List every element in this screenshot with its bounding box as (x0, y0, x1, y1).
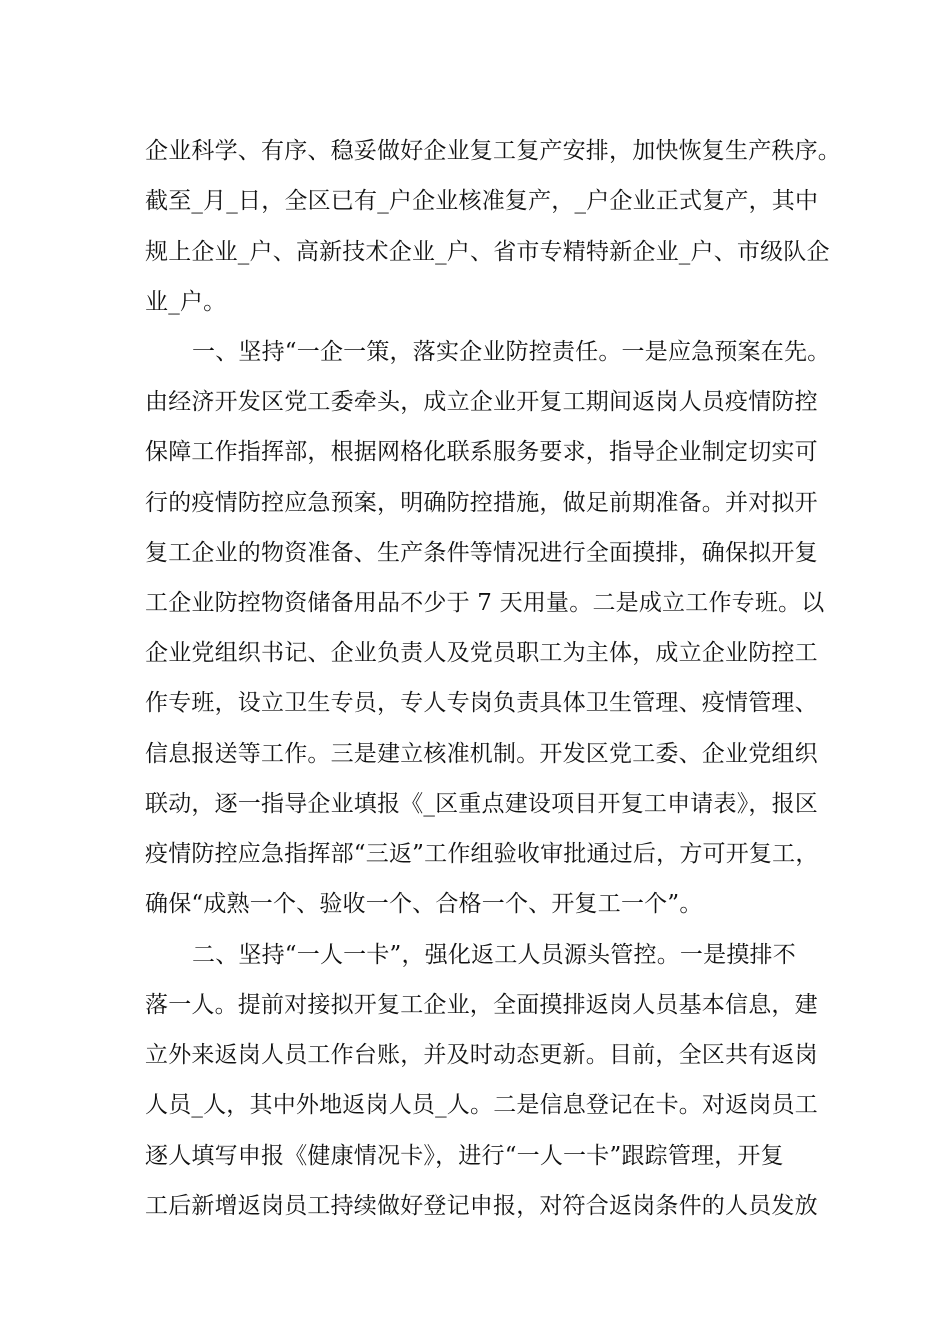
text-line: 业_户。 (145, 289, 227, 315)
text-line: 规上企业_户、高新技术企业_户、省市专精特新企业_户、市级队企 (145, 239, 830, 265)
text-line: 保障工作指挥部，根据网格化联系服务要求，指导企业制定切实可 (145, 439, 818, 465)
text-line: 复工企业的物资准备、生产条件等情况进行全面摸排，确保拟开复 (145, 540, 818, 566)
text-line: 截至_月_日，全区已有_户企业核准复产，_户企业正式复产，其中 (145, 188, 819, 214)
paragraph-2-first-line: 二、坚持“一人一卡”，强化返工人员源头管控。一是摸排不 (192, 942, 796, 968)
text-line: 疫情防控应急指挥部“三返”工作组验收审批通过后，方可开复工， (145, 841, 819, 867)
text-line: 企业科学、有序、稳妥做好企业复工复产安排，加快恢复生产秩序。 (145, 138, 841, 164)
text-line: 作专班，设立卫生专员，专人专岗负责具体卫生管理、疫情管理、 (145, 690, 818, 716)
text-line: 工企业防控物资储备用品不少于 7 天用量。二是成立工作专班。以 (145, 590, 825, 616)
paragraph-1-first-line: 一、坚持“一企一策，落实企业防控责任。一是应急预案在先。 (192, 339, 831, 365)
text-line: 逐人填写申报《健康情况卡》，进行“一人一卡”跟踪管理，开复 (145, 1143, 784, 1169)
text-line: 企业党组织书记、企业负责人及党员职工为主体，成立企业防控工 (145, 640, 818, 666)
text-line: 落一人。提前对接拟开复工企业，全面摸排返岗人员基本信息，建 (145, 992, 818, 1018)
text-line: 确保“成熟一个、验收一个、合格一个、开复工一个”。 (145, 891, 703, 917)
text-line: 联动，逐一指导企业填报《_区重点建设项目开复工申请表》，报区 (145, 791, 818, 817)
text-line: 行的疫情防控应急预案，明确防控措施，做足前期准备。并对拟开 (145, 490, 818, 516)
text-line: 人员_人，其中外地返岗人员_人。二是信息登记在卡。对返岗员工 (145, 1092, 818, 1118)
text-line: 工后新增返岗员工持续做好登记申报，对符合返岗条件的人员发放 (145, 1193, 818, 1219)
text-line: 信息报送等工作。三是建立核准机制。开发区党工委、企业党组织 (145, 741, 818, 767)
text-line: 立外来返岗人员工作台账，并及时动态更新。目前，全区共有返岗 (145, 1042, 818, 1068)
text-line: 由经济开发区党工委牵头，成立企业开复工期间返岗人员疫情防控 (145, 389, 818, 415)
